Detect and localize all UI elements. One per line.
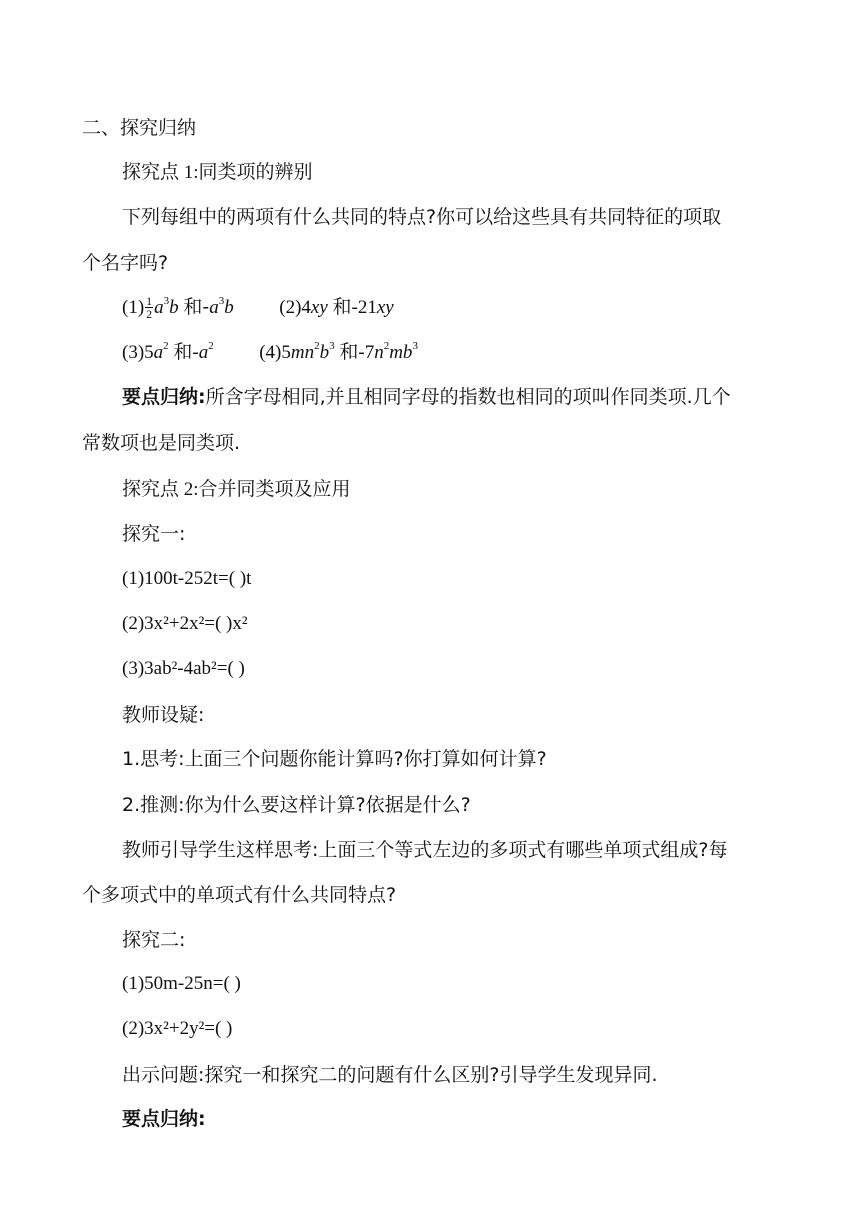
explore1-q2: (2)3x²+2x²=( )x² [122,613,248,634]
explore1-title: 探究一: [122,523,186,545]
problem-statement: 出示问题:探究一和探究二的问题有什么区别?引导学生发现异同. [122,1064,658,1086]
keypoint2-label: 要点归纳: [122,1108,206,1130]
and-word-3: 和- [173,342,199,363]
point1-heading [122,159,313,186]
keypoint2-heading [122,1106,206,1132]
exercise-row-1: (1) $\frac{1}{2}$ $a^3b$ 和$-a^3b$ (2)4xy 和-21xy [122,294,394,322]
point1-label: 探究点 1: [122,162,199,183]
point1-title: 同类项的辨别 [198,161,313,183]
explore1-q1: (1)100t-252t=( )t [122,568,252,589]
keypoint1-line-2: 常数项也是同类项. [82,432,241,454]
point2-label: 探究点 2: [122,479,199,500]
exercise-1-label: (1) [122,297,145,318]
teacher-guide-line-2: 个多项式中的单项式有什么共同特点? [82,884,397,906]
and-word-2: 和-21 [332,297,377,318]
point2-heading [122,476,351,503]
teacher-guide-line-1: 教师引导学生这样思考:上面三个等式左边的多项式有哪些单项式组成?每 [122,839,728,861]
question-line-2: 个名字吗? [82,252,169,274]
keypoint1-line-1 [122,384,731,410]
teacher-q2: 2.推测:你为什么要这样计算?依据是什么? [122,794,471,816]
explore1-q3: (3)3ab²-4ab²=( ) [122,658,245,679]
keypoint1-text-1: 所含字母相同,并且相同字母的指数也相同的项叫作同类项.几个 [205,386,731,408]
exercise-4-label: (4)5 [259,342,291,363]
and-word-1: 和- [183,296,210,318]
and-word-4: 和-7 [339,342,375,363]
explore2-q1: (1)50m-25n=( ) [122,973,241,994]
section-heading: 二、探究归纳 [82,117,197,139]
point2-title: 合并同类项及应用 [198,478,351,500]
teacher-title: 教师设疑: [122,704,205,726]
explore2-q2: (2)3x²+2y²=( ) [122,1018,233,1039]
exercise-row-2: $(3)5a^2$ 和$-a^2$ $(4)5mn^2b^3$ 和$-7n^2mb^3$ [122,339,418,363]
question-line-1: 下列每组中的两项有什么共同的特点?你可以给这些具有共同特征的项取 [122,206,722,228]
teacher-q1: 1.思考:上面三个问题你能计算吗?你打算如何计算? [122,748,547,770]
fraction-one-half: $\frac{1}{2}$ [146,294,153,322]
exercise-2-label: (2)4 [279,297,311,318]
exercise-3-label: (3)5 [122,342,154,363]
explore2-title: 探究二: [122,929,186,951]
keypoint1-label: 要点归纳: [122,386,206,408]
